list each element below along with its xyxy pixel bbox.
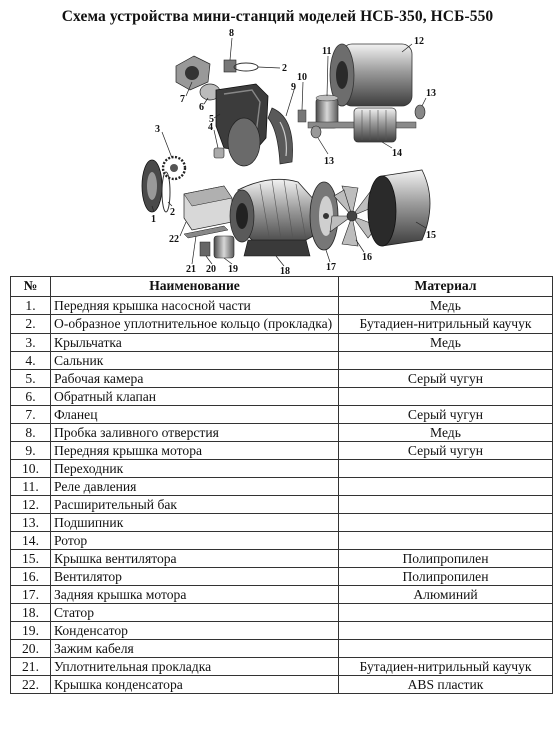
table-row <box>11 424 553 442</box>
exploded-view-diagram <box>120 26 455 276</box>
table-row <box>11 496 553 514</box>
table-row <box>11 604 553 622</box>
header-name: Наименование <box>51 277 339 297</box>
row-num: 12. <box>11 496 51 514</box>
row-num: 10. <box>11 460 51 478</box>
row-material: Серый чугун <box>339 406 553 424</box>
row-name: Пробка заливного отверстия <box>51 424 339 442</box>
front-pump-cover-part <box>142 160 162 212</box>
row-material: Бутадиен-нитрильный каучук <box>339 658 553 676</box>
stator-part <box>230 179 316 256</box>
callout-20: 20 <box>206 264 216 275</box>
callout-12: 12 <box>414 36 424 47</box>
row-num: 15. <box>11 550 51 568</box>
callout-1: 1 <box>151 214 156 225</box>
callout-6: 6 <box>199 102 204 113</box>
row-num: 22. <box>11 676 51 694</box>
row-name: Крышка вентилятора <box>51 550 339 568</box>
row-name: Уплотнительная прокладка <box>51 658 339 676</box>
callout-3: 3 <box>155 124 160 135</box>
filler-plug-part <box>224 60 258 72</box>
adapter-part <box>298 110 306 122</box>
row-name: Обратный клапан <box>51 388 339 406</box>
parts-table <box>10 276 553 694</box>
row-name: Передняя крышка мотора <box>51 442 339 460</box>
seal-part <box>214 148 224 158</box>
row-num: 9. <box>11 442 51 460</box>
table-row <box>11 388 553 406</box>
row-num: 4. <box>11 352 51 370</box>
row-material <box>339 496 553 514</box>
row-name: Вентилятор <box>51 568 339 586</box>
row-material <box>339 352 553 370</box>
row-material <box>339 388 553 406</box>
callout-19: 19 <box>228 264 238 275</box>
row-name: Передняя крышка насосной части <box>51 297 339 315</box>
callout-7: 7 <box>180 94 185 105</box>
header-num: № <box>11 277 51 297</box>
row-num: 21. <box>11 658 51 676</box>
row-num: 13. <box>11 514 51 532</box>
callout-17: 17 <box>326 262 336 273</box>
row-num: 16. <box>11 568 51 586</box>
callout-9: 9 <box>291 82 296 93</box>
row-material: Медь <box>339 424 553 442</box>
header-material: Материал <box>339 277 553 297</box>
row-num: 17. <box>11 586 51 604</box>
callout-13: 13 <box>324 156 334 167</box>
row-material: Бутадиен-нитрильный каучук <box>339 315 553 334</box>
callout-15: 15 <box>426 230 436 241</box>
row-num: 5. <box>11 370 51 388</box>
callout-10: 10 <box>297 72 307 83</box>
row-material: ABS пластик <box>339 676 553 694</box>
callout-5: 5 <box>209 114 214 125</box>
row-name: Переходник <box>51 460 339 478</box>
table-row <box>11 460 553 478</box>
fan-cover-part <box>368 170 430 246</box>
row-material <box>339 622 553 640</box>
table-row <box>11 622 553 640</box>
row-num: 18. <box>11 604 51 622</box>
row-material: Полипропилен <box>339 550 553 568</box>
callout-4: 4 <box>208 122 213 133</box>
row-name: Сальник <box>51 352 339 370</box>
table-row <box>11 676 553 694</box>
callout-21: 21 <box>186 264 196 275</box>
table-row <box>11 640 553 658</box>
row-num: 7. <box>11 406 51 424</box>
table-row <box>11 532 553 550</box>
row-material: Полипропилен <box>339 568 553 586</box>
row-name: Подшипник <box>51 514 339 532</box>
row-name: Фланец <box>51 406 339 424</box>
row-num: 8. <box>11 424 51 442</box>
row-num: 2. <box>11 315 51 334</box>
row-name: Задняя крышка мотора <box>51 586 339 604</box>
row-name: Ротор <box>51 532 339 550</box>
row-material <box>339 478 553 496</box>
table-row <box>11 352 553 370</box>
callout-22: 22 <box>169 234 179 245</box>
callout-13: 13 <box>426 88 436 99</box>
row-material <box>339 460 553 478</box>
row-material: Серый чугун <box>339 370 553 388</box>
callout-8: 8 <box>229 28 234 39</box>
row-name: Зажим кабеля <box>51 640 339 658</box>
row-name: Статор <box>51 604 339 622</box>
row-num: 14. <box>11 532 51 550</box>
row-name: Рабочая камера <box>51 370 339 388</box>
row-name: Конденсатор <box>51 622 339 640</box>
callout-18: 18 <box>280 266 290 276</box>
row-material: Медь <box>339 334 553 352</box>
row-name: Реле давления <box>51 478 339 496</box>
row-num: 11. <box>11 478 51 496</box>
capacitor-cover-part <box>184 186 232 230</box>
cable-clamp-part <box>200 242 210 256</box>
page-title: Схема устройства мини-станций моделей НСБ-350, НСБ-550 <box>61 8 494 25</box>
row-num: 1. <box>11 297 51 315</box>
bearing-part <box>415 105 425 119</box>
impeller-part <box>163 157 185 179</box>
row-name: О-образное уплотнительное кольцо (прокладка) <box>51 315 339 334</box>
row-name: Крышка конденсатора <box>51 676 339 694</box>
table-row <box>11 568 553 586</box>
row-material <box>339 604 553 622</box>
table-row <box>11 658 553 676</box>
row-material <box>339 640 553 658</box>
row-material: Алюминий <box>339 586 553 604</box>
table-row <box>11 406 553 424</box>
callout-2: 2 <box>170 207 175 218</box>
table-row <box>11 442 553 460</box>
table-row <box>11 514 553 532</box>
table-row <box>11 315 553 334</box>
row-num: 20. <box>11 640 51 658</box>
callout-14: 14 <box>392 148 402 159</box>
row-num: 3. <box>11 334 51 352</box>
exploded-view-svg <box>120 26 455 276</box>
table-header-row <box>11 277 553 297</box>
callout-11: 11 <box>322 46 332 57</box>
table-row <box>11 478 553 496</box>
row-name: Расширительный бак <box>51 496 339 514</box>
row-material <box>339 514 553 532</box>
table-row <box>11 550 553 568</box>
table-row <box>11 334 553 352</box>
table-row <box>11 370 553 388</box>
row-material: Медь <box>339 297 553 315</box>
callout-16: 16 <box>362 252 372 263</box>
row-material: Серый чугун <box>339 442 553 460</box>
o-ring-part <box>162 172 170 212</box>
row-num: 19. <box>11 622 51 640</box>
front-motor-cover-part <box>268 108 293 164</box>
table-row <box>11 297 553 315</box>
row-material <box>339 532 553 550</box>
parts-table-body <box>11 297 553 694</box>
callout-2: 2 <box>282 63 287 74</box>
capacitor-part <box>214 236 234 258</box>
row-name: Крыльчатка <box>51 334 339 352</box>
expansion-tank-part <box>330 44 412 106</box>
bearing-part <box>311 126 321 138</box>
table-row <box>11 586 553 604</box>
row-num: 6. <box>11 388 51 406</box>
